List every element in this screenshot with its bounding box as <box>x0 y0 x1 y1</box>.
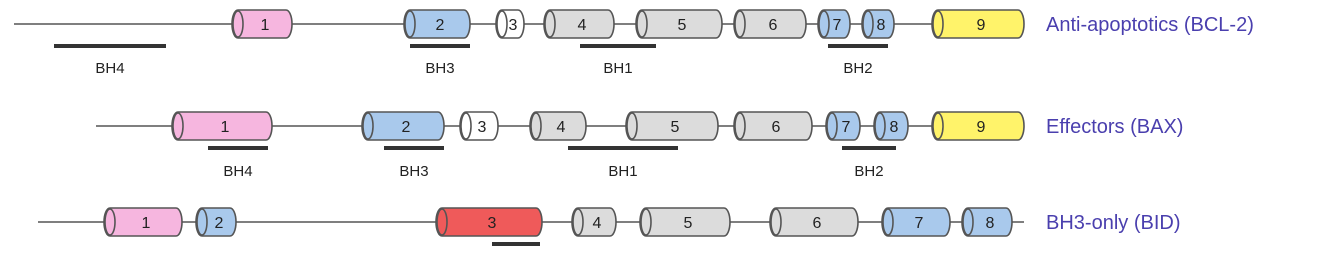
row-title: BH3-only (BID) <box>1046 212 1181 234</box>
helix-6 <box>734 112 812 140</box>
helix-2 <box>196 208 236 236</box>
helix-number: 6 <box>768 17 778 34</box>
helix-number: 3 <box>508 17 518 34</box>
bh-domain-bar <box>828 44 888 48</box>
helix-number: 1 <box>220 119 230 136</box>
helix-4 <box>530 112 586 140</box>
helix-6 <box>734 10 806 38</box>
bh-domain-bar <box>208 146 268 150</box>
helix-number: 7 <box>832 17 842 34</box>
helix-2 <box>404 10 470 38</box>
helix-4 <box>572 208 616 236</box>
helix-7 <box>818 10 850 38</box>
helix-number: 3 <box>487 215 497 232</box>
helix-number: 2 <box>214 215 224 232</box>
helix-3 <box>496 10 524 38</box>
row-anti-apoptotics <box>14 10 1254 77</box>
bh-domain-bar <box>384 146 444 150</box>
helix-number: 7 <box>914 215 924 232</box>
helix-1 <box>172 112 272 140</box>
helix-number: 8 <box>889 119 899 136</box>
helix-number: 9 <box>976 119 986 136</box>
bh-domain-label: BH2 <box>843 60 873 77</box>
helix-4 <box>544 10 614 38</box>
row-title: Effectors (BAX) <box>1046 116 1184 138</box>
helix-number: 1 <box>141 215 151 232</box>
helix-number: 5 <box>677 17 687 34</box>
helix-8 <box>962 208 1012 236</box>
bh-domain-label: BH4 <box>223 163 253 180</box>
helix-1 <box>104 208 182 236</box>
helix-7 <box>882 208 950 236</box>
helix-number: 6 <box>812 215 822 232</box>
bh-domain-bar <box>568 146 678 150</box>
helix-number: 5 <box>683 215 693 232</box>
bh-domain-label: BH4 <box>95 60 125 77</box>
bh-domain-bar <box>842 146 896 150</box>
helix-number: 3 <box>477 119 487 136</box>
helix-number: 7 <box>841 119 851 136</box>
helix-number: 6 <box>771 119 781 136</box>
helix-number: 8 <box>985 215 995 232</box>
row-title: Anti-apoptotics (BCL-2) <box>1046 14 1254 36</box>
bh-domain-label: BH1 <box>608 163 638 180</box>
helix-3 <box>460 112 498 140</box>
bh-domain-label: BH3 <box>425 60 455 77</box>
bh-domain-bar <box>492 242 540 246</box>
helix-number: 4 <box>592 215 602 232</box>
bh-domain-label: BH1 <box>603 60 633 77</box>
helix-3 <box>436 208 542 236</box>
bh-domain-bar <box>54 44 166 48</box>
helix-5 <box>640 208 730 236</box>
helix-number: 4 <box>577 17 587 34</box>
helix-9 <box>932 112 1024 140</box>
helix-number: 1 <box>260 17 270 34</box>
helix-8 <box>862 10 894 38</box>
bh-domain-label: BH3 <box>399 163 429 180</box>
helix-number: 5 <box>670 119 680 136</box>
helix-8 <box>874 112 908 140</box>
helix-1 <box>232 10 292 38</box>
helix-5 <box>636 10 722 38</box>
helix-number: 2 <box>435 17 445 34</box>
helix-9 <box>932 10 1024 38</box>
bh-domain-label: BH2 <box>854 163 884 180</box>
bh-domain-bar <box>580 44 656 48</box>
helix-5 <box>626 112 718 140</box>
helix-number: 9 <box>976 17 986 34</box>
row-effectors <box>96 112 1183 180</box>
helix-6 <box>770 208 858 236</box>
helix-number: 8 <box>876 17 886 34</box>
helix-number: 2 <box>401 119 411 136</box>
helix-7 <box>826 112 860 140</box>
helix-2 <box>362 112 444 140</box>
helix-number: 4 <box>556 119 566 136</box>
bh-domain-bar <box>410 44 470 48</box>
row-bh3-only <box>38 208 1180 246</box>
